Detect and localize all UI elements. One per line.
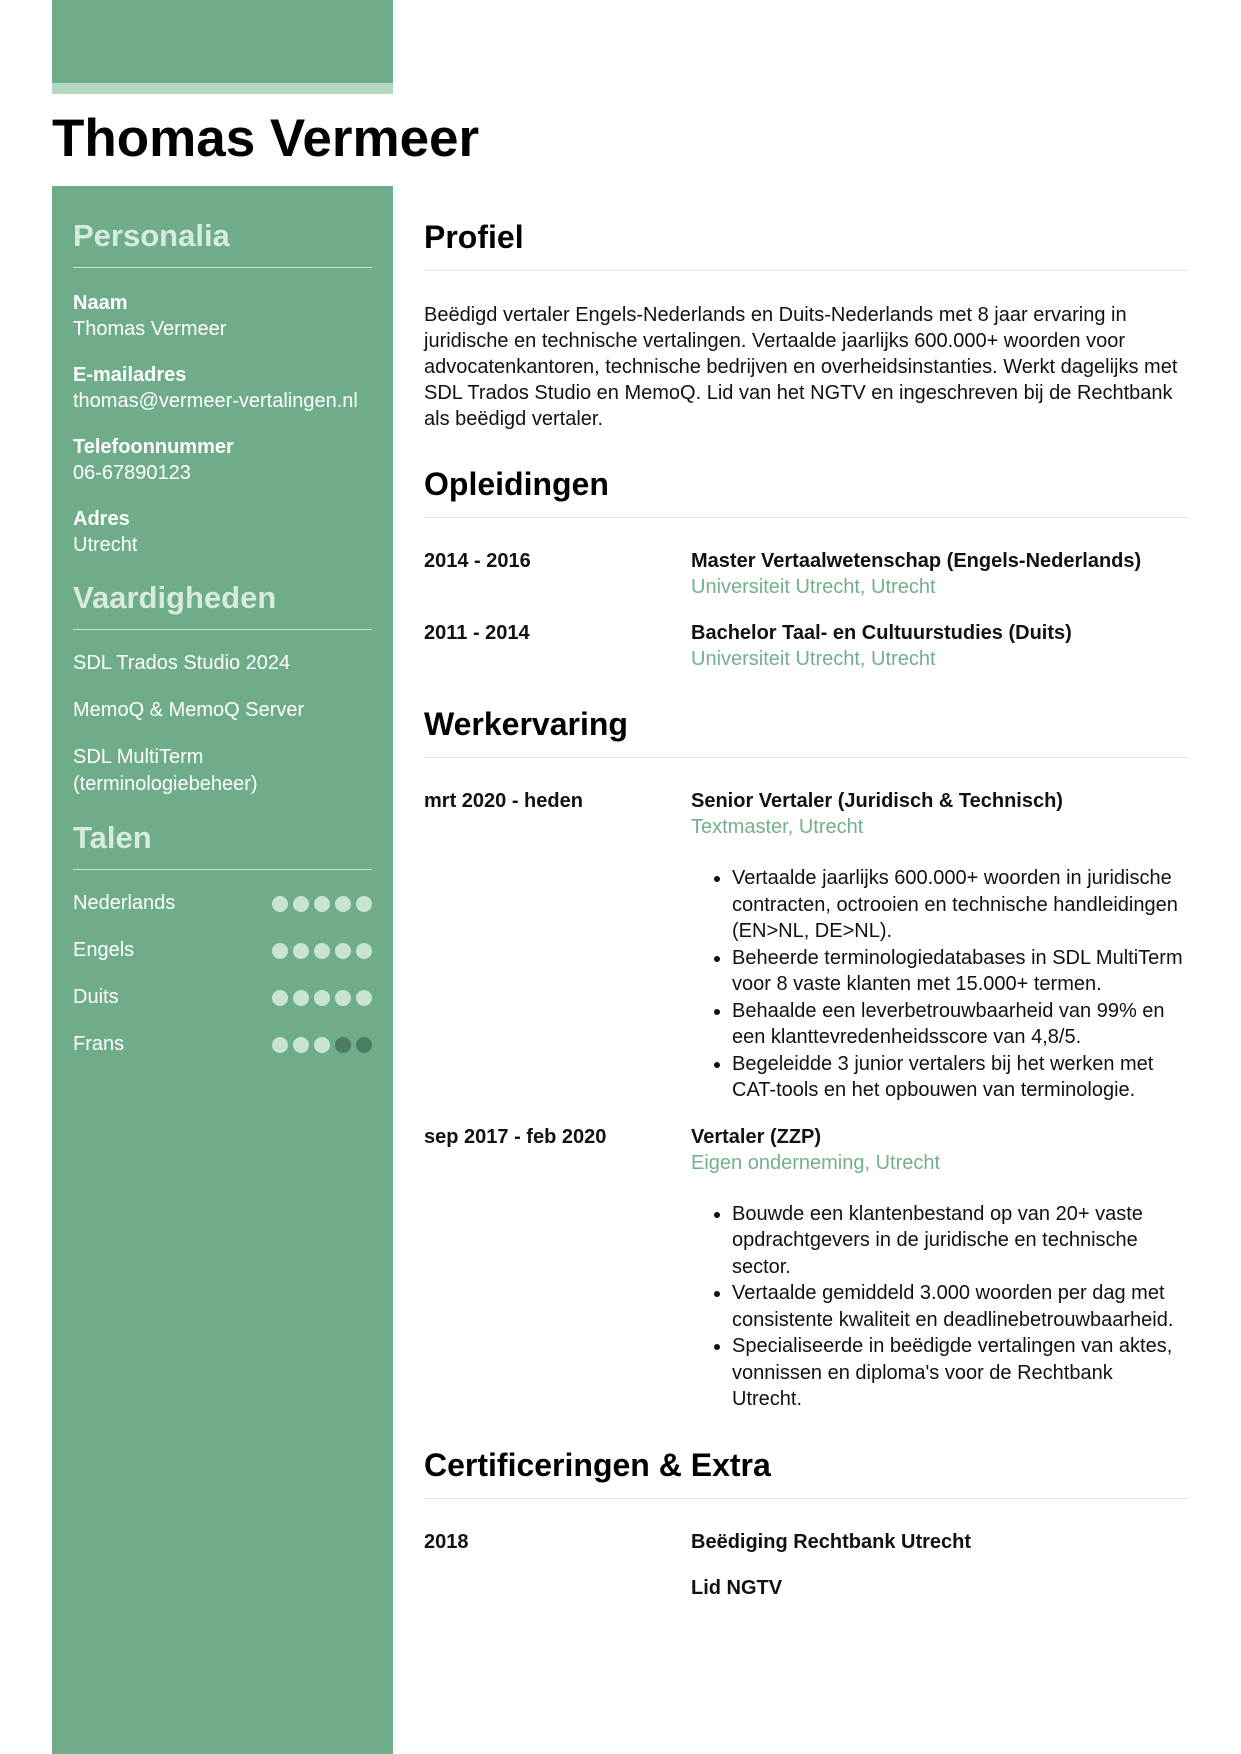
rating-dot-filled bbox=[335, 896, 351, 912]
rating-dot-filled bbox=[272, 990, 288, 1006]
entry-body bbox=[691, 620, 1188, 672]
work-entry bbox=[424, 788, 1188, 1104]
entry-body bbox=[691, 1529, 1188, 1555]
entry-title: Master Vertaalwetenschap (Engels-Nederlands) bbox=[691, 550, 1142, 572]
entry-date: mrt 2020 - heden bbox=[424, 790, 583, 812]
language-item bbox=[73, 937, 372, 964]
field-value: Utrecht bbox=[73, 534, 138, 556]
profile-text: Beëdigd vertaler Engels-Nederlands en Duits-Nederlands met 8 jaar ervaring in juridische en technische vertalingen. Vertaalde jaarlijks 600.000+ woorden voor advocatenkantoren, technische bedrijven en overheidsinstanties. Werkt dagelijks met SDL Trados Studio en MemoQ. Lid van het NGTV en ingeschreven bij de Rechtbank als beëdigd vertaler. bbox=[424, 304, 1178, 430]
personal-details bbox=[73, 268, 372, 558]
language-item bbox=[73, 890, 372, 917]
header-accent-bar bbox=[52, 0, 393, 83]
language-name: Frans bbox=[73, 1033, 125, 1055]
certification-entry bbox=[424, 1529, 1188, 1555]
rating-dot-filled bbox=[293, 896, 309, 912]
bullet-item: • Beheerde terminologiedatabases in SDL MultiTerm voor 8 vaste klanten met 15.000+ termen. bbox=[732, 945, 1188, 998]
bullet-item: • Vertaalde gemiddeld 3.000 woorden per dag met consistente kwaliteit en deadlinebetrouwbaarheid. bbox=[732, 1280, 1188, 1333]
rating-dot-filled bbox=[272, 943, 288, 959]
rating-dot-filled bbox=[272, 1037, 288, 1053]
language-rating bbox=[272, 1037, 372, 1053]
language-rating bbox=[272, 943, 372, 959]
header-accent-stripe bbox=[52, 83, 393, 94]
rating-dot-filled bbox=[293, 1037, 309, 1053]
rating-dot-filled bbox=[272, 896, 288, 912]
education-heading: Opleidingen bbox=[424, 462, 1188, 518]
entry-bullets bbox=[691, 865, 1188, 1104]
languages-list bbox=[73, 870, 372, 1058]
rating-dot-filled bbox=[314, 1037, 330, 1053]
language-item bbox=[73, 984, 372, 1011]
entry-body bbox=[691, 1124, 1188, 1413]
extra-item: Lid NGTV bbox=[691, 1576, 783, 1599]
rating-dot-filled bbox=[335, 990, 351, 1006]
profile-heading: Profiel bbox=[424, 215, 1188, 271]
certifications-heading: Certificeringen & Extra bbox=[424, 1443, 1188, 1499]
language-item bbox=[73, 1031, 372, 1058]
bullet-item: • Vertaalde jaarlijks 600.000+ woorden in juridische contracten, octrooien en technische handleidingen (EN>NL, DE>NL). bbox=[732, 865, 1188, 945]
rating-dot-filled bbox=[314, 990, 330, 1006]
field-label: Adres bbox=[73, 508, 130, 530]
field-value: thomas@vermeer-vertalingen.nl bbox=[73, 390, 358, 412]
language-rating bbox=[272, 896, 372, 912]
entry-title: Vertaler (ZZP) bbox=[691, 1125, 822, 1148]
rating-dot-filled bbox=[356, 990, 372, 1006]
skills-heading: Vaardigheden bbox=[73, 578, 372, 630]
rating-dot-filled bbox=[335, 943, 351, 959]
bullet-item: • Begeleidde 3 junior vertalers bij het werken met CAT-tools en het opbouwen van terminologie. bbox=[732, 1051, 1188, 1104]
field-label: Telefoonnummer bbox=[73, 436, 234, 458]
entry-title: Bachelor Taal- en Cultuurstudies (Duits) bbox=[691, 622, 1072, 644]
rating-dot-filled bbox=[356, 943, 372, 959]
entry-title: Senior Vertaler (Juridisch & Technisch) bbox=[691, 790, 1063, 812]
skill-item: MemoQ & MemoQ Server bbox=[73, 699, 305, 721]
entry-bullets bbox=[691, 1201, 1188, 1413]
entry-institution: Universiteit Utrecht, Utrecht bbox=[691, 576, 936, 598]
rating-dot-empty bbox=[356, 1037, 372, 1053]
rating-dot-filled bbox=[293, 943, 309, 959]
entry-institution: Universiteit Utrecht, Utrecht bbox=[691, 648, 936, 670]
field-address bbox=[73, 506, 372, 558]
work-entry bbox=[424, 1124, 1188, 1413]
bullet-item: • Specialiseerde in beëdigde vertalingen van aktes, vonnissen en diploma's voor de Rechtbank Utrecht. bbox=[732, 1333, 1188, 1413]
entry-employer: Textmaster, Utrecht bbox=[691, 816, 864, 838]
rating-dot-filled bbox=[314, 943, 330, 959]
field-phone bbox=[73, 434, 372, 486]
entry-body bbox=[691, 788, 1188, 1104]
rating-dot-filled bbox=[356, 896, 372, 912]
language-rating bbox=[272, 990, 372, 1006]
rating-dot-filled bbox=[293, 990, 309, 1006]
skill-item: SDL Trados Studio 2024 bbox=[73, 652, 291, 674]
language-name: Engels bbox=[73, 939, 135, 961]
languages-heading: Talen bbox=[73, 818, 372, 870]
language-name: Duits bbox=[73, 986, 119, 1008]
personalia-heading: Personalia bbox=[73, 216, 372, 268]
field-name bbox=[73, 290, 372, 342]
sidebar bbox=[52, 186, 393, 1754]
field-value: 06-67890123 bbox=[73, 462, 191, 484]
field-label: E-mailadres bbox=[73, 364, 187, 386]
work-heading: Werkervaring bbox=[424, 702, 1188, 758]
entry-date: 2014 - 2016 bbox=[424, 550, 531, 572]
education-entry bbox=[424, 548, 1188, 600]
field-email bbox=[73, 362, 372, 414]
entry-body bbox=[691, 548, 1188, 600]
bullet-item: • Behaalde een leverbetrouwbaarheid van 99% en een klanttevredenheidsscore van 4,8/5. bbox=[732, 998, 1188, 1051]
entry-title: Beëdiging Rechtbank Utrecht bbox=[691, 1530, 972, 1553]
rating-dot-empty bbox=[335, 1037, 351, 1053]
entry-date: 2011 - 2014 bbox=[424, 622, 530, 644]
main-content bbox=[424, 186, 1188, 1601]
entry-employer: Eigen onderneming, Utrecht bbox=[691, 1151, 941, 1174]
field-label: Naam bbox=[73, 292, 128, 314]
bullet-item: • Bouwde een klantenbestand op van 20+ vaste opdrachtgevers in de juridische en technische sector. bbox=[732, 1201, 1188, 1281]
skills-list bbox=[73, 630, 372, 798]
education-entry bbox=[424, 620, 1188, 672]
entry-date: 2018 bbox=[424, 1530, 469, 1553]
field-value: Thomas Vermeer bbox=[73, 318, 227, 340]
language-name: Nederlands bbox=[73, 892, 176, 914]
skill-item: SDL MultiTerm (terminologiebeheer) bbox=[73, 746, 258, 795]
rating-dot-filled bbox=[314, 896, 330, 912]
candidate-name: Thomas Vermeer bbox=[52, 109, 480, 168]
entry-date: sep 2017 - feb 2020 bbox=[424, 1125, 607, 1148]
